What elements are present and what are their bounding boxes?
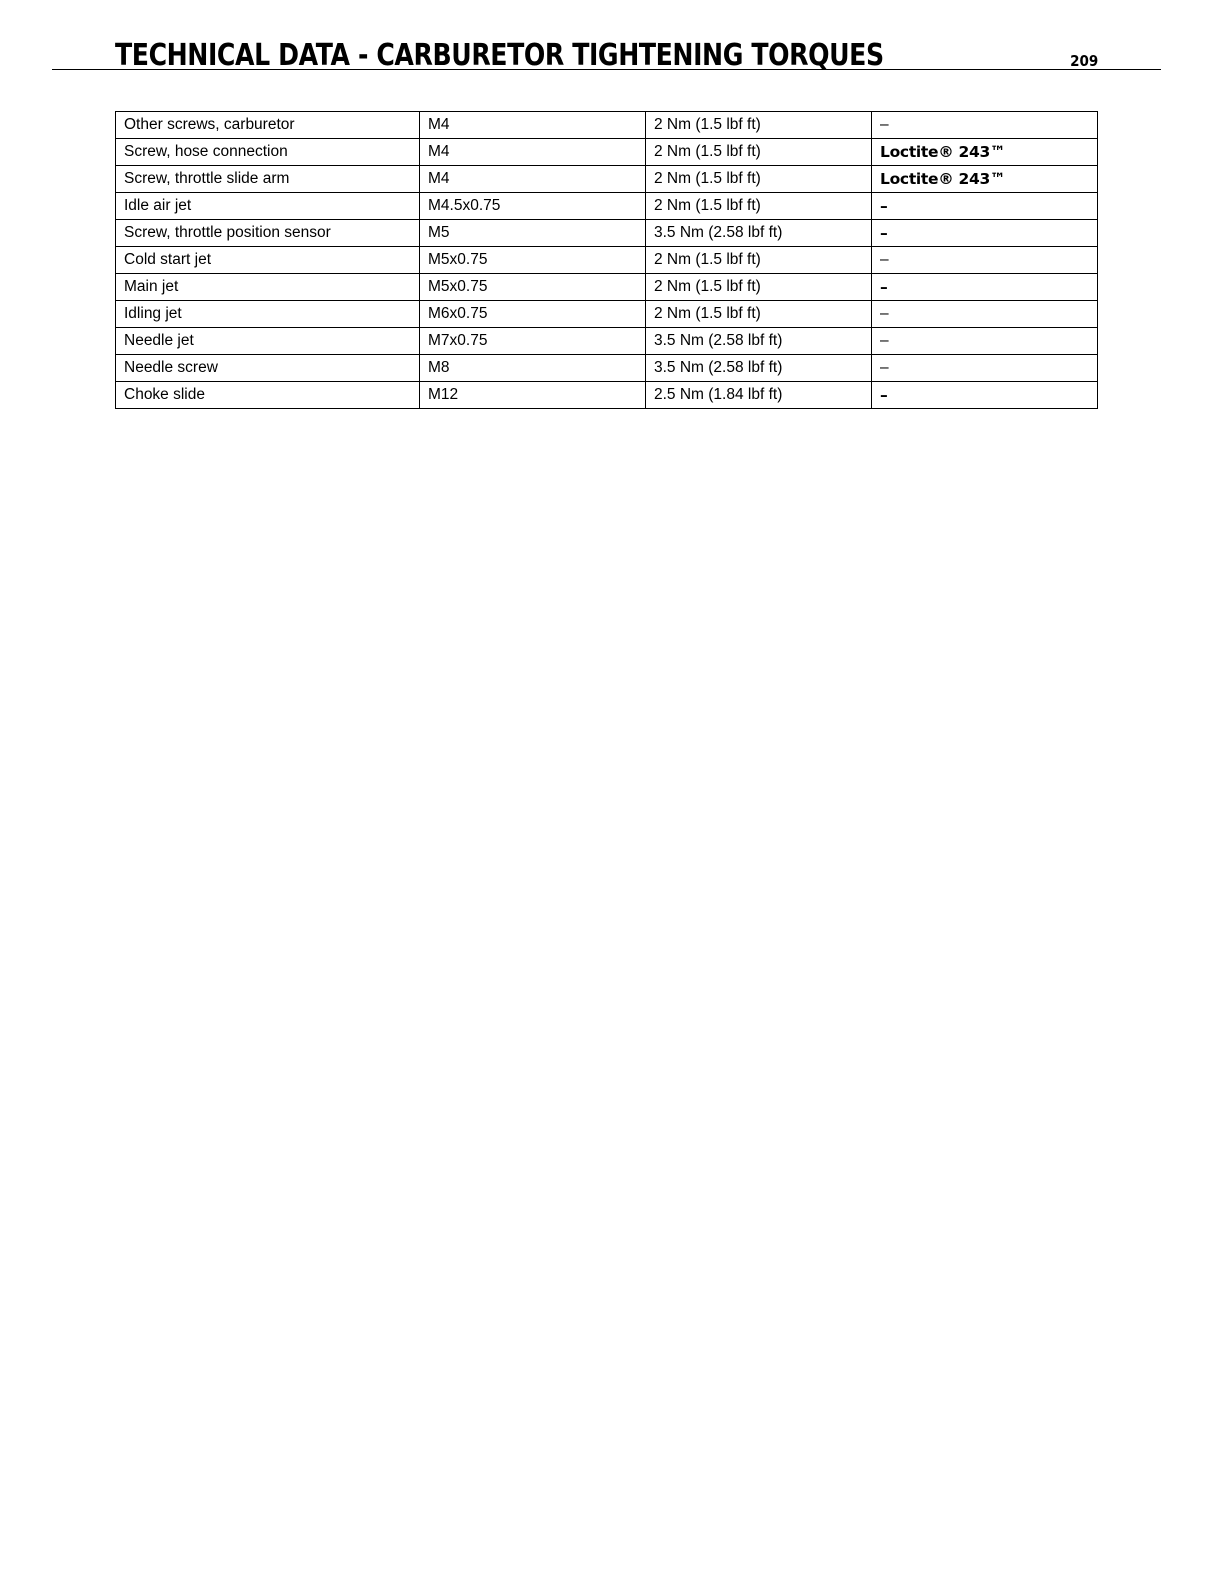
cell-note: – [872,301,1098,328]
cell-thread: M7x0.75 [420,328,646,355]
torque-table-body [116,112,1098,409]
torque-table [115,111,1098,409]
cell-description: Needle screw [116,355,420,382]
cell-note: Loctite® 243™ [872,166,1098,193]
page-title: TECHNICAL DATA - CARBURETOR TIGHTENING TORQUES [115,38,884,73]
cell-description: Screw, throttle slide arm [116,166,420,193]
page-header [52,36,1161,73]
cell-torque: 2 Nm (1.5 lbf ft) [646,274,872,301]
cell-thread: M5x0.75 [420,247,646,274]
table-row [116,355,1098,382]
cell-torque: 2 Nm (1.5 lbf ft) [646,166,872,193]
cell-thread: M5x0.75 [420,274,646,301]
cell-thread: M4 [420,112,646,139]
cell-description: Idling jet [116,301,420,328]
table-row [116,301,1098,328]
cell-torque: 2 Nm (1.5 lbf ft) [646,301,872,328]
cell-note: – [872,193,1098,220]
cell-note: – [872,382,1098,409]
cell-thread: M6x0.75 [420,301,646,328]
cell-description: Cold start jet [116,247,420,274]
cell-torque: 2 Nm (1.5 lbf ft) [646,112,872,139]
table-row [116,166,1098,193]
cell-torque: 2 Nm (1.5 lbf ft) [646,139,872,166]
cell-thread: M5 [420,220,646,247]
cell-note: – [872,247,1098,274]
table-row [116,193,1098,220]
cell-torque: 3.5 Nm (2.58 lbf ft) [646,220,872,247]
cell-torque: 3.5 Nm (2.58 lbf ft) [646,328,872,355]
table-row [116,328,1098,355]
cell-thread: M4 [420,139,646,166]
cell-note: – [872,274,1098,301]
cell-thread: M4.5x0.75 [420,193,646,220]
cell-description: Other screws, carburetor [116,112,420,139]
page-number: 209 [1069,52,1098,70]
table-row [116,247,1098,274]
cell-thread: M12 [420,382,646,409]
cell-description: Screw, throttle position sensor [116,220,420,247]
cell-torque: 2 Nm (1.5 lbf ft) [646,193,872,220]
cell-note: Loctite® 243™ [872,139,1098,166]
table-row [116,220,1098,247]
table-row [116,112,1098,139]
cell-note: – [872,355,1098,382]
cell-note: – [872,328,1098,355]
cell-description: Screw, hose connection [116,139,420,166]
cell-thread: M8 [420,355,646,382]
table-row [116,382,1098,409]
cell-description: Needle jet [116,328,420,355]
table-row [116,139,1098,166]
cell-description: Choke slide [116,382,420,409]
cell-description: Main jet [116,274,420,301]
table-row [116,274,1098,301]
cell-note: – [872,220,1098,247]
cell-note: – [872,112,1098,139]
cell-torque: 2.5 Nm (1.84 lbf ft) [646,382,872,409]
cell-torque: 2 Nm (1.5 lbf ft) [646,247,872,274]
cell-description: Idle air jet [116,193,420,220]
cell-torque: 3.5 Nm (2.58 lbf ft) [646,355,872,382]
cell-thread: M4 [420,166,646,193]
